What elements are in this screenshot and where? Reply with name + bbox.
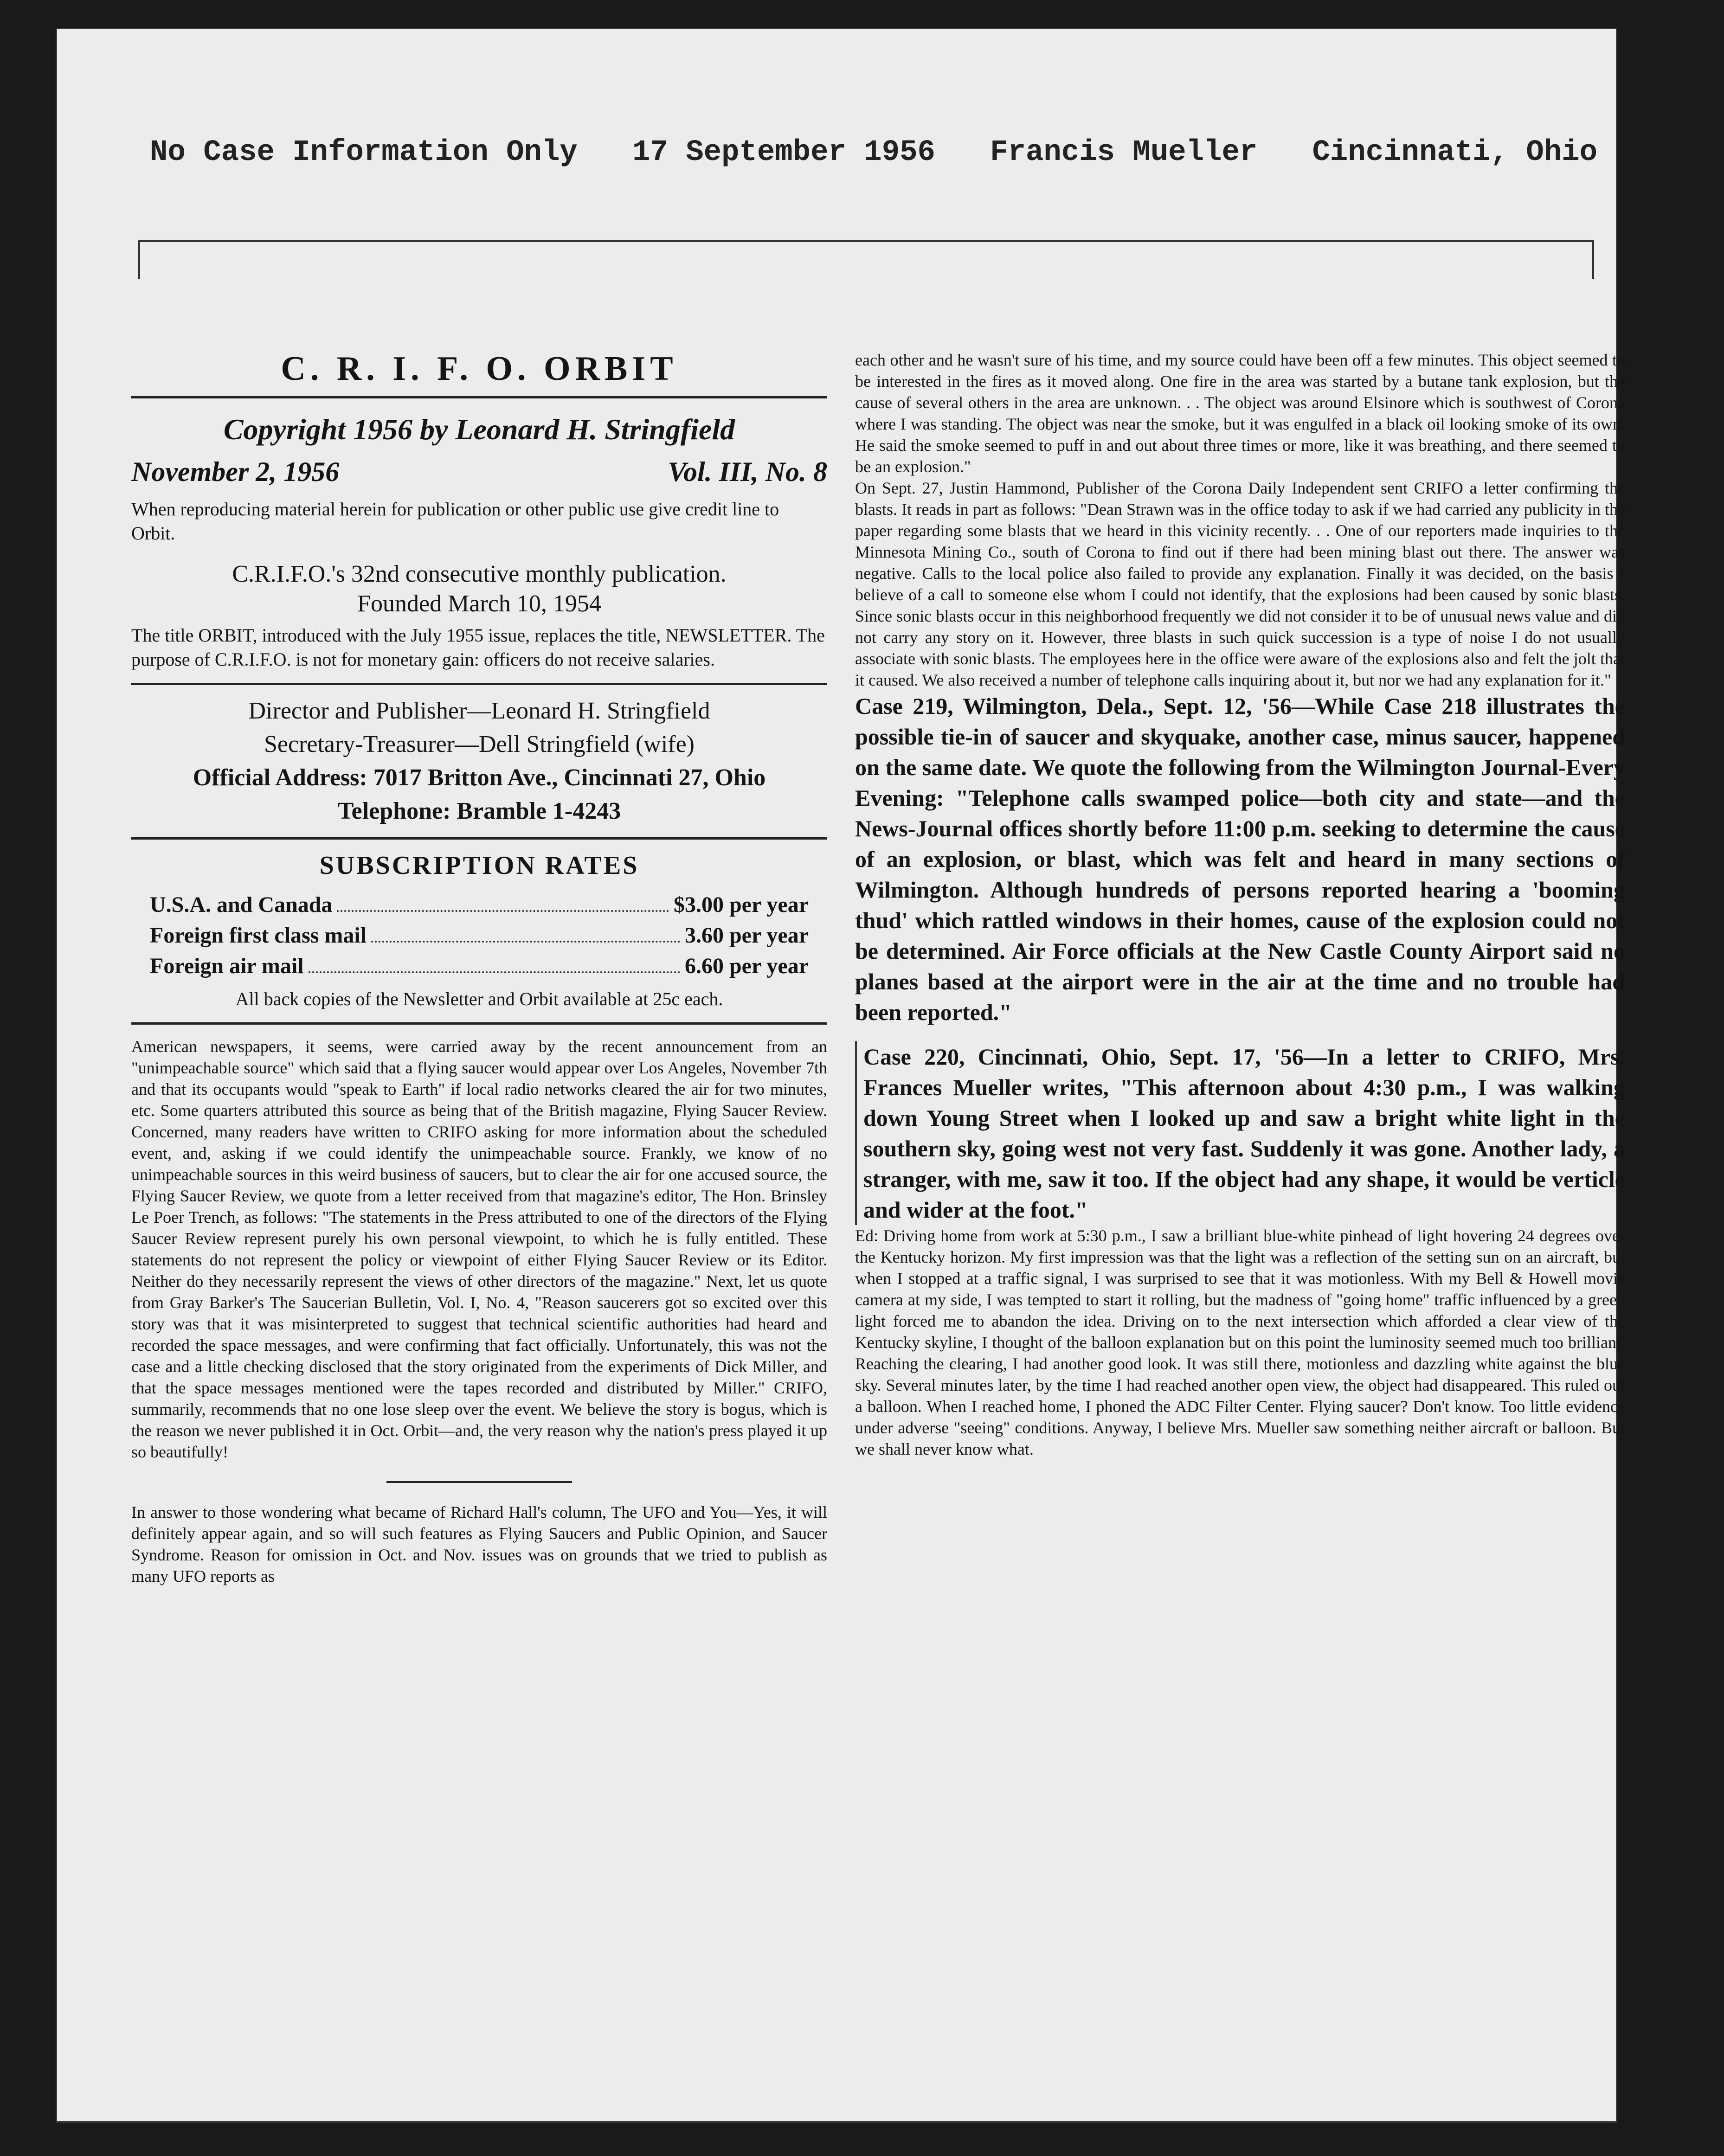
right-column [855, 349, 1625, 1460]
divider [131, 1022, 827, 1025]
secretary-line: Secretary-Treasurer—Dell Stringfield (wife) [264, 731, 695, 757]
rate-label: Foreign first class mail [150, 923, 367, 948]
article-body: American newspapers, it seems, were carried away by the recent announcement from an "unimpeachable source" which said that a flying saucer would appear over Los Angeles, November 7th and that its occupants would "speak to Earth" if local radio networks cleared the air for two minutes, etc. Some quarters attributed this source as being that of the British magazine, Flying Saucer Review. Concerned, many readers have written to CRIFO asking for more information about the scheduled event, and, asking if we could identify the unimpeachable source. Frankly, we know of no unimpeachable sources in this weird business of saucers, but to clear the air for one accused source, the Flying Saucer Review, we quote from a letter received from that magazine's editor, The Hon. Brinsley Le Poer Trench, as follows: "The statements in the Press attributed to one of the directors of the Flying Saucer Review represent purely his own personal viewpoint, to which he is fully entitled. These statements do not represent the policy or viewpoint of either Flying Saucer Review or its Editor. Neither do they necessarily represent the views of other directors of the magazine." Next, let us quote from Gray Barker's The Saucerian Bulletin, Vol. I, No. 4, "Reason saucerers got so excited over this story was that it was misinterpreted to suggest that technical scientific authorities had heard and recorded the space messages, and were confirming that fact officially. Unfortunately, this was not the case and a little checking disclosed that the story originated from the experiments of Dick Miller, and that the space messages mentioned were the tapes recorded and distributed by Miller." CRIFO, summarily, recommends that no one lose sleep over the event. We believe the story is bogus, which is the reason we never published it in Oct. Orbit—and, the very reason why the nation's press played it up so beautifully! [131, 1037, 827, 1461]
case-date: 17 September 1956 [632, 136, 935, 169]
case-location: Cincinnati, Ohio [1312, 136, 1597, 169]
purpose-statement: The title ORBIT, introduced with the July 1955 issue, replaces the title, NEWSLETTER. The purpose of C.R.I.F.O. is not for monetary gain: officers do not receive salaries. [131, 625, 825, 670]
masthead-title: C. R. I. F. O. ORBIT [131, 349, 827, 398]
rate-price: 3.60 per year [684, 923, 809, 948]
publication-count: C.R.I.F.O.'s 32nd consecutive monthly publication. [232, 561, 727, 587]
issue-date: November 2, 1956 [131, 456, 340, 487]
case-label: No Case Information Only [150, 136, 578, 169]
rate-row [131, 920, 827, 951]
copyright-line: Copyright 1956 by Leonard H. Stringfield [223, 413, 735, 446]
rate-row [131, 951, 827, 982]
rate-price: $3.00 per year [673, 892, 809, 917]
dot-leader [371, 920, 680, 943]
header-bracket [138, 240, 1594, 279]
issue-line [131, 456, 827, 488]
telephone-line: Telephone: Bramble 1-4243 [337, 798, 621, 824]
case-220: Case 220, Cincinnati, Ohio, Sept. 17, '56—In a letter to CRIFO, Mrs. Frances Mueller writes, "This afternoon about 4:30 p.m., I was walking down Young Street when I looked up and saw a bright white light in the southern sky, going west not very fast. Suddenly it was gone. Another lady, a stranger, with me, saw it too. If the object had any shape, it would be verticle and wider at the foot." [855, 1041, 1625, 1225]
column-note: In answer to those wondering what became of Richard Hall's column, The UFO and You—Yes, it will definitely appear again, and so will such features as Flying Saucers and Public Opinion, and Saucer Syndrome. Reason for omission in Oct. and Nov. issues was on grounds that we tried to publish as many UFO reports as [131, 1503, 827, 1585]
rate-row [131, 890, 827, 920]
rate-label: Foreign air mail [150, 954, 304, 978]
dot-leader [309, 951, 680, 973]
divider [131, 837, 827, 840]
reproduction-note: When reproducing material herein for publication or other public use give credit line to Orbit. [131, 499, 779, 544]
founded-date: Founded March 10, 1954 [357, 590, 601, 617]
case-219: Case 219, Wilmington, Dela., Sept. 12, '56—While Case 218 illustrates the possible tie-in of saucer and skyquake, another case, minus saucer, happened on the same date. We quote the following from the Wilmington Journal-Every Evening: "Telephone calls swamped police—both city and state—and the News-Journal offices shortly before 11:00 p.m. seeking to determine the cause of an explosion, or blast, which was felt and heard in many sections of Wilmington. Although hundreds of persons reported hearing a 'booming thud' which rattled windows in their homes, cause of the explosion could not be determined. Air Force officials at the New Castle County Airport said no planes based at the airport were in the air at the time and no trouble had been reported." [855, 693, 1625, 1025]
document-page [56, 28, 1625, 2123]
witness-name: Francis Mueller [990, 136, 1258, 169]
article-continuation: each other and he wasn't sure of his time, and my source could have been off a few minutes. This object seemed to be interested in the fires as it moved along. One fire in the area was started by a butane tank explosion, but the cause of several others in the area are unknown. . . The object was around Elsinore which is southwest of Corona where I was standing. The object was near the smoke, but it was engulfed in a black oil looking smoke of its own. He said the smoke seemed to puff in and out about three times or more, like it was breathing, and there seemed to be an explosion." [855, 351, 1625, 476]
dot-leader [337, 890, 669, 912]
back-copies-note: All back copies of the Newsletter and Orbit available at 25c each. [235, 988, 723, 1009]
short-divider [386, 1481, 572, 1483]
volume-number: Vol. III, No. 8 [668, 456, 827, 487]
rate-label: U.S.A. and Canada [150, 892, 333, 917]
subscription-title: SUBSCRIPTION RATES [319, 851, 639, 880]
divider [131, 683, 827, 685]
left-column [131, 349, 827, 1587]
director-line: Director and Publisher—Leonard H. Stringfield [248, 698, 710, 724]
hammond-letter: On Sept. 27, Justin Hammond, Publisher of the Corona Daily Independent sent CRIFO a letter confirming the blasts. It reads in part as follows: "Dean Strawn was in the office today to ask if we had carried any publicity in the paper regarding some blasts that we heard in this vicinity recently. . . One of our reporters made inquiries to the Minnesota Mining Co., south of Corona to find out if there had been mining blast out there. The answer was negative. Calls to the local police also failed to provide any explanation. Finally it was decided, on the basis I believe of a call to someone else whom I could not identify, that the explosions had been caused by sonic blasts. Since sonic blasts occur in this neighborhood frequently we did not consider it to be of unusual news value and did not carry any story on it. However, three blasts in such quick succession is a type of noise I do not usually associate with sonic blasts. The employees here in the office were aware of the explosions also and felt the jolt that it caused. We also received a number of telephone calls inquiring about it, but nor we had any explanation for it." [855, 479, 1625, 689]
case-header [150, 136, 1597, 169]
rate-price: 6.60 per year [684, 954, 809, 978]
address-line: Official Address: 7017 Britton Ave., Cincinnati 27, Ohio [193, 764, 766, 791]
editor-note: Ed: Driving home from work at 5:30 p.m., I saw a brilliant blue-white pinhead of light hovering 24 degrees over the Kentucky horizon. My first impression was that the light was a reflection of the setting sun on an aircraft, but when I stopped at a traffic signal, I was surprised to see that it was motionless. With my Bell & Howell movie camera at my side, I was tempted to start it rolling, but the madness of "going home" traffic influenced by a green light forced me to abandon the idea. Driving on to the next intersection which afforded a clear view of the Kentucky skyline, I thought of the balloon explanation but on this point the luminosity seemed much too brilliant. Reaching the clearing, I had another good look. It was still there, motionless and dazzling white against the blue sky. Several minutes later, by the time I had reached another open view, the object had disappeared. This ruled out a balloon. When I reached home, I phoned the ADC Filter Center. Flying saucer? Don't know. Too little evidence under adverse "seeing" conditions. Anyway, I believe Mrs. Mueller saw something neither aircraft or balloon. But we shall never know what. [855, 1226, 1625, 1458]
